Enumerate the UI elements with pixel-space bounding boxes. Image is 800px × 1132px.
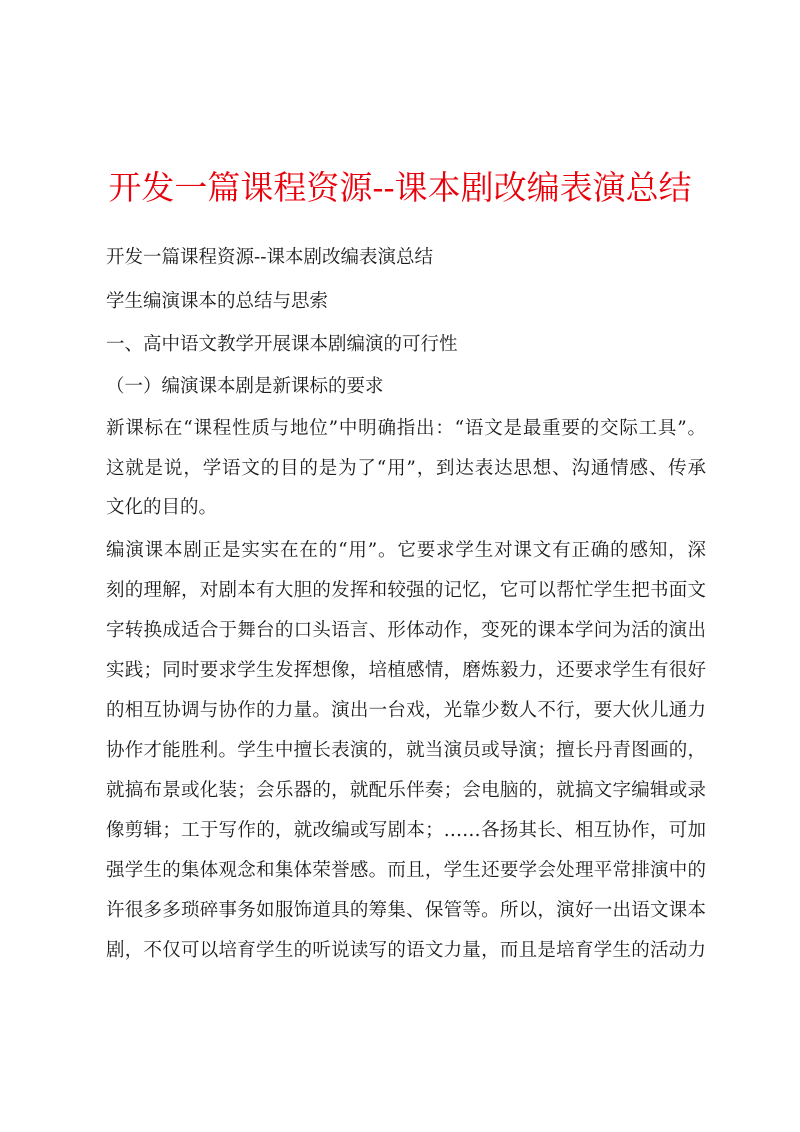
text-line: 编演课本剧正是实实在在的“用”。它要求学生对课文有正确的感知，深 — [106, 540, 706, 561]
text-line: 强学生的集体观念和集体荣誉感。而且，学生还要学会处理平常排演中的 — [106, 860, 706, 881]
document-title: 开发一篇课程资源--课本剧改编表演总结 — [108, 168, 692, 207]
text-line: 学生编演课本的总结与思索 — [106, 291, 329, 312]
text-line: 剧，不仅可以培育学生的听说读写的语文力量，而且是培育学生的活动力 — [106, 940, 706, 961]
text-line: 新课标在“课程性质与地位”中明确指出：“语文是最重要的交际工具”。 — [106, 418, 706, 439]
text-line: 开发一篇课程资源--课本剧改编表演总结 — [106, 247, 434, 268]
text-line: 许很多多琐碎事务如服饰道具的筹集、保管等。所以，演好一出语文课本 — [106, 900, 706, 921]
text-line: 文化的目的。 — [106, 497, 218, 518]
text-line: 像剪辑；工于写作的，就改编或写剧本；……各扬其长、相互协作，可加 — [106, 820, 706, 841]
text-line: 刻的理解，对剧本有大胆的发挥和较强的记忆，它可以帮忙学生把书面文 — [106, 580, 706, 601]
text-line: 就搞布景或化装；会乐器的，就配乐伴奏；会电脑的，就搞文字编辑或录 — [106, 780, 706, 801]
text-line: 协作才能胜利。学生中擅长表演的，就当演员或导演；擅长丹青图画的， — [106, 740, 706, 761]
text-line: 一、高中语文教学开展课本剧编演的可行性 — [106, 334, 458, 355]
text-line: 实践；同时要求学生发挥想像，培植感情，磨炼毅力，还要求学生有很好 — [106, 660, 706, 681]
text-line: 的相互协调与协作的力量。演出一台戏，光靠少数人不行，要大伙儿通力 — [106, 700, 706, 721]
text-line: 这就是说，学语文的目的是为了“用”，到达表达思想、沟通情感、传承 — [106, 458, 706, 479]
text-line: 字转换成适合于舞台的口头语言、形体动作，变死的课本学问为活的演出 — [106, 620, 706, 641]
text-line: （一）编演课本剧是新课标的要求 — [106, 376, 384, 397]
